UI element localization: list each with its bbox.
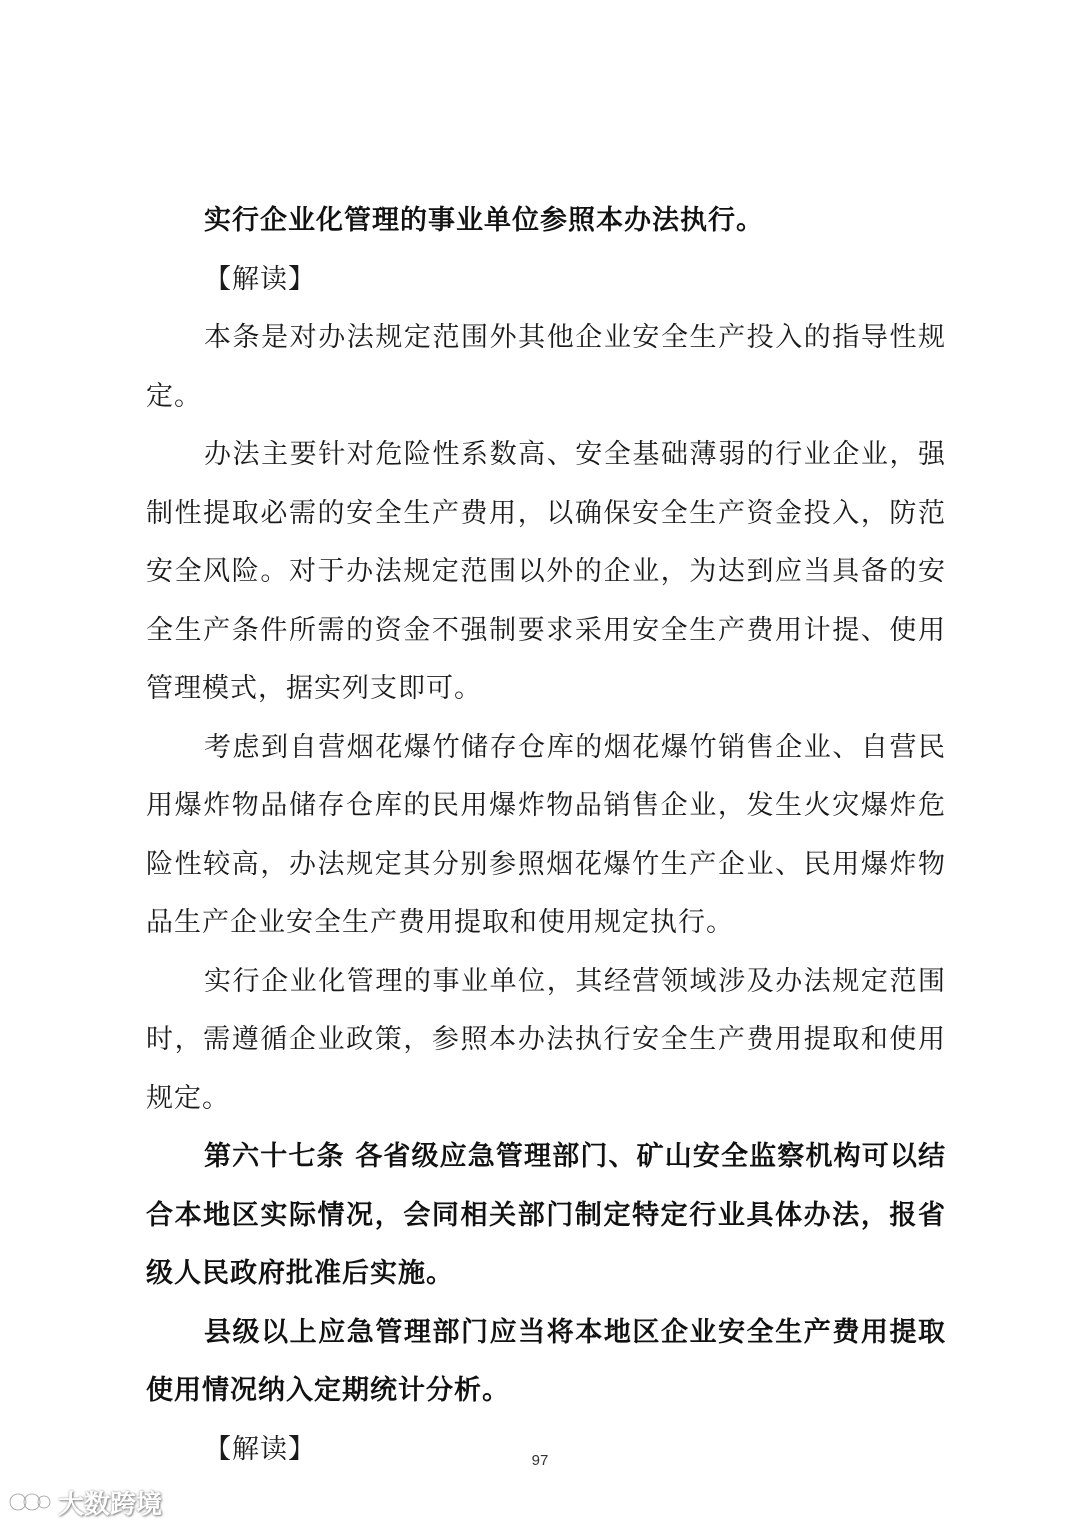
paragraph-8: 县级以上应急管理部门应当将本地区企业安全生产费用提取使用情况纳入定期统计分析。 — [146, 1316, 946, 1406]
paragraph-3: 本条是对办法规定范围外其他企业安全生产投入的指导性规定。 — [146, 322, 946, 412]
paragraph-4: 办法主要针对危险性系数高、安全基础薄弱的行业企业，强制性提取必需的安全生产费用，以确保安全生产资金投入，防范安全风险。对于办法规定范围以外的企业，为达到应当具备的安全生产条件所需的资金不强制要求采用安全生产费用计提、使用管理模式，据实列支即可。 — [146, 439, 946, 704]
paragraph-1: 实行企业化管理的事业单位参照本办法执行。 — [204, 205, 764, 236]
document-body — [146, 192, 946, 1479]
interpretation-heading-1: 【解读】 — [204, 263, 316, 295]
article-67: 第六十七条 各省级应急管理部门、矿山安全监察机构可以结合本地区实际情况，会同相关部门制定特定行业具体办法，报省级人民政府批准后实施。 — [146, 1141, 946, 1289]
paragraph-6: 实行企业化管理的事业单位，其经营领域涉及办法规定范围时，需遵循企业政策，参照本办法执行安全生产费用提取和使用规定。 — [146, 965, 946, 1114]
interpretation-heading-2: 【解读】 — [204, 1433, 316, 1465]
watermark-text: 大数跨境 — [58, 1489, 163, 1520]
logo-icon — [8, 1487, 52, 1517]
watermark — [8, 1484, 162, 1520]
page-number: 97 — [531, 1452, 549, 1469]
paragraph-5: 考虑到自营烟花爆竹储存仓库的烟花爆竹销售企业、自营民用爆炸物品储存仓库的民用爆炸物品销售企业，发生火灾爆炸危险性较高，办法规定其分别参照烟花爆竹生产企业、民用爆炸物品生产企业安全生产费用提取和使用规定执行。 — [146, 731, 946, 938]
